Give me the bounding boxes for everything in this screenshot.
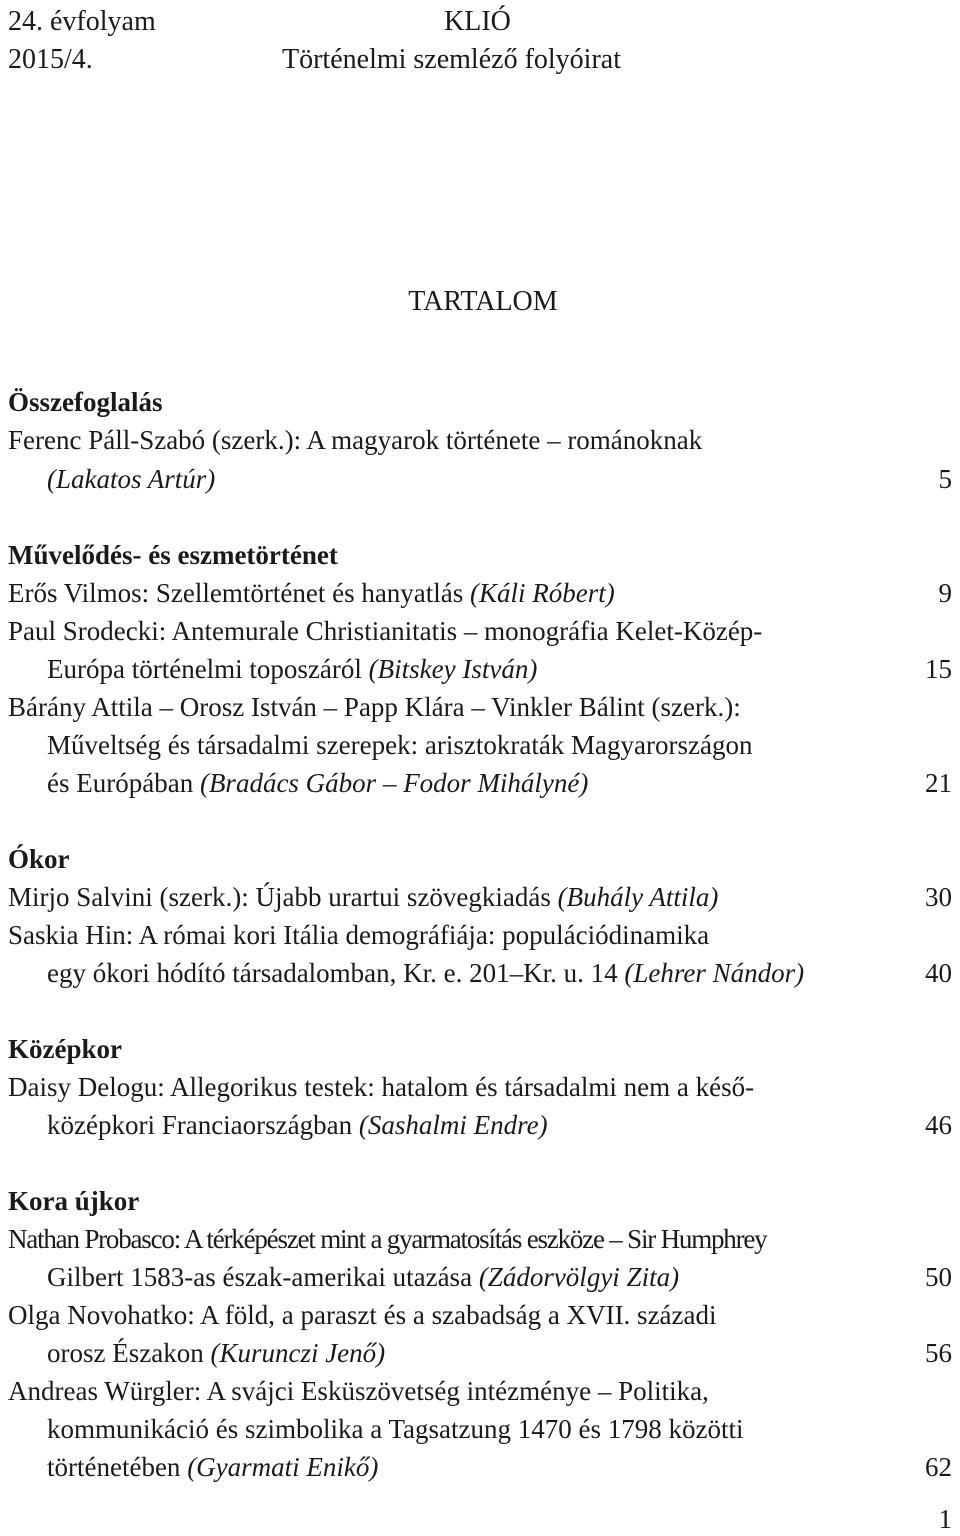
toc-entry-line: középkori Franciaországban (Sashalmi Endre)	[47, 1110, 548, 1140]
toc-entry-line: orosz Északon (Kurunczi Jenő)	[47, 1338, 386, 1368]
section-heading-koraujkor: Kora újkor	[8, 1186, 140, 1216]
section-heading-kozepkor: Középkor	[8, 1034, 122, 1064]
toc-entry-reviewer: (Sashalmi Endre)	[358, 1110, 548, 1140]
volume-label: 24. évfolyam	[8, 6, 156, 37]
toc-entry-line: Andreas Würgler: A svájci Esküszövetség intézménye – Politika,	[8, 1376, 709, 1406]
toc-entry-page: 5	[938, 464, 952, 494]
toc-entry-line: Bárány Attila – Orosz István – Papp Klára – Vinkler Bálint (szerk.):	[8, 692, 741, 722]
toc-entry-line: Mirjo Salvini (szerk.): Újabb urartui szövegkiadás (Buhály Attila)	[8, 882, 719, 912]
toc-entry-reviewer: (Bradács Gábor – Fodor Mihályné)	[199, 768, 589, 798]
toc-entry-line: Saskia Hin: A római kori Itália demográfiája: populációdinamika	[8, 920, 710, 950]
journal-name: KLIÓ	[444, 6, 511, 37]
section-heading-okor: Ókor	[8, 844, 70, 874]
toc-entry-page: 21	[925, 768, 952, 798]
toc-entry-reviewer: (Lakatos Artúr)	[47, 464, 216, 494]
page-number: 1	[938, 1504, 952, 1534]
toc-entry-line: egy ókori hódító társadalomban, Kr. e. 201–Kr. u. 14 (Lehrer Nándor)	[47, 958, 805, 988]
journal-subtitle: Történelmi szemléző folyóirat	[282, 44, 621, 75]
toc-entry-line: Műveltség és társadalmi szerepek: arisztokraták Magyarországon	[47, 730, 753, 760]
toc-entry-page: 50	[925, 1262, 952, 1292]
toc-entry-page: 9	[938, 578, 952, 608]
toc-entry-line: kommunikáció és szimbolika a Tagsatzung 1470 és 1798 közötti	[47, 1414, 744, 1444]
issue-label: 2015/4.	[8, 44, 93, 75]
toc-entry-line: Ferenc Páll-Szabó (szerk.): A magyarok története – románoknak	[8, 425, 703, 455]
toc-entry-line: Olga Novohatko: A föld, a paraszt és a szabadság a XVII. századi	[8, 1300, 717, 1330]
toc-entry-page: 30	[925, 882, 952, 912]
toc-entry-line: Paul Srodecki: Antemurale Christianitatis – monográfia Kelet-Közép-	[8, 616, 763, 646]
section-heading-muvelodes: Művelődés- és eszmetörténet	[8, 540, 338, 570]
toc-entry-line: Európa történelmi toposzáról (Bitskey István)	[47, 654, 538, 684]
toc-entry-line: Erős Vilmos: Szellemtörténet és hanyatlás (Káli Róbert)	[8, 578, 615, 608]
toc-entry-page: 56	[925, 1338, 952, 1368]
toc-entry-reviewer: (Kurunczi Jenő)	[210, 1338, 386, 1368]
toc-entry-line: Nathan Probasco: A térképészet mint a gyarmatosítás eszköze – Sir Humphrey	[8, 1224, 767, 1254]
toc-entry-reviewer: (Buhály Attila)	[557, 882, 719, 912]
toc-entry-line: történetében (Gyarmati Enikő)	[47, 1452, 379, 1482]
section-heading-osszefoglalas: Összefoglalás	[8, 387, 163, 417]
toc-entry-reviewer: (Káli Róbert)	[470, 578, 615, 608]
page-title: TARTALOM	[408, 286, 558, 317]
toc-entry-reviewer: (Bitskey István)	[368, 654, 538, 684]
toc-entry-page: 15	[925, 654, 952, 684]
toc-entry-reviewer: (Lehrer Nándor)	[624, 958, 805, 988]
toc-entry-line: Gilbert 1583-as észak-amerikai utazása (Zádorvölgyi Zita)	[47, 1262, 680, 1292]
toc-entry-reviewer: (Gyarmati Enikő)	[187, 1452, 379, 1482]
toc-entry-page: 62	[925, 1452, 952, 1482]
toc-entry-line: és Európában (Bradács Gábor – Fodor Mihályné)	[47, 768, 589, 798]
toc-entry-page: 40	[925, 958, 952, 988]
toc-entry-page: 46	[925, 1110, 952, 1140]
toc-entry-line: Daisy Delogu: Allegorikus testek: hatalom és társadalmi nem a késő-	[8, 1072, 755, 1102]
toc-entry-reviewer: (Zádorvölgyi Zita)	[478, 1262, 680, 1292]
